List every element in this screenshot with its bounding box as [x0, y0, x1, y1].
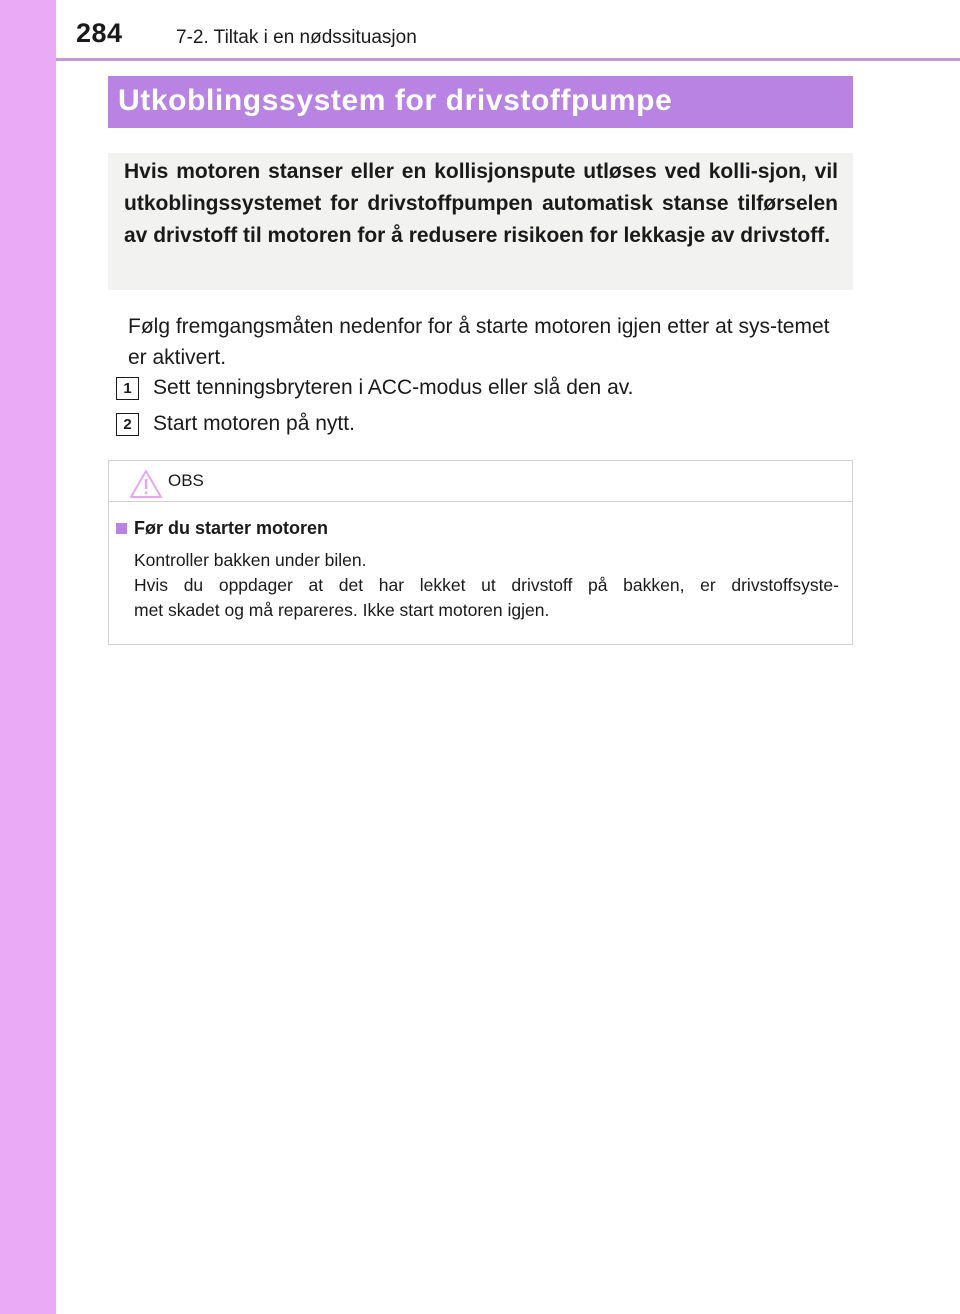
- side-margin-band: [0, 0, 56, 1314]
- step-text: Start motoren på nytt.: [153, 412, 355, 435]
- page-number: 284: [76, 18, 123, 48]
- page-title: Utkoblingssystem for drivstoffpumpe: [118, 84, 673, 117]
- step-number-badge: 2: [116, 413, 139, 436]
- section-breadcrumb: 7-2. Tiltak i en nødssituasjon: [176, 27, 417, 48]
- step-text: Sett tenningsbryteren i ACC-modus eller slå den av.: [153, 376, 634, 399]
- notice-heading: Før du starter motoren: [134, 518, 329, 538]
- notice-box: [108, 460, 853, 645]
- notice-header: [109, 461, 852, 502]
- notice-body: [134, 548, 839, 623]
- warning-triangle-icon: [129, 469, 163, 504]
- header-rule: [56, 58, 960, 61]
- square-bullet-icon: [116, 523, 127, 534]
- notice-line: Kontroller bakken under bilen.: [134, 550, 367, 570]
- intro-box: [108, 153, 853, 290]
- notice-line: met skadet og må repareres. Ikke start motoren igjen.: [134, 600, 550, 620]
- step-number-badge: 1: [116, 377, 139, 400]
- notice-label: OBS: [168, 471, 204, 490]
- notice-line: Hvis du oppdager at det har lekket ut drivstoff på bakken, er drivstoffsyste-: [134, 575, 839, 595]
- intro-text: Hvis motoren stanser eller en kollisjonspute utløses ved kolli-sjon, vil utkoblingssystemet for drivstoffpumpen automatisk stanse tilførselen av drivstoff til motoren for å redusere risikoen for lekkasje av drivstoff.: [124, 160, 838, 247]
- instruction-text: Følg fremgangsmåten nedenfor for å starte motoren igjen etter at sys-temet er aktivert.: [128, 315, 830, 369]
- section-title-bar: [108, 76, 853, 128]
